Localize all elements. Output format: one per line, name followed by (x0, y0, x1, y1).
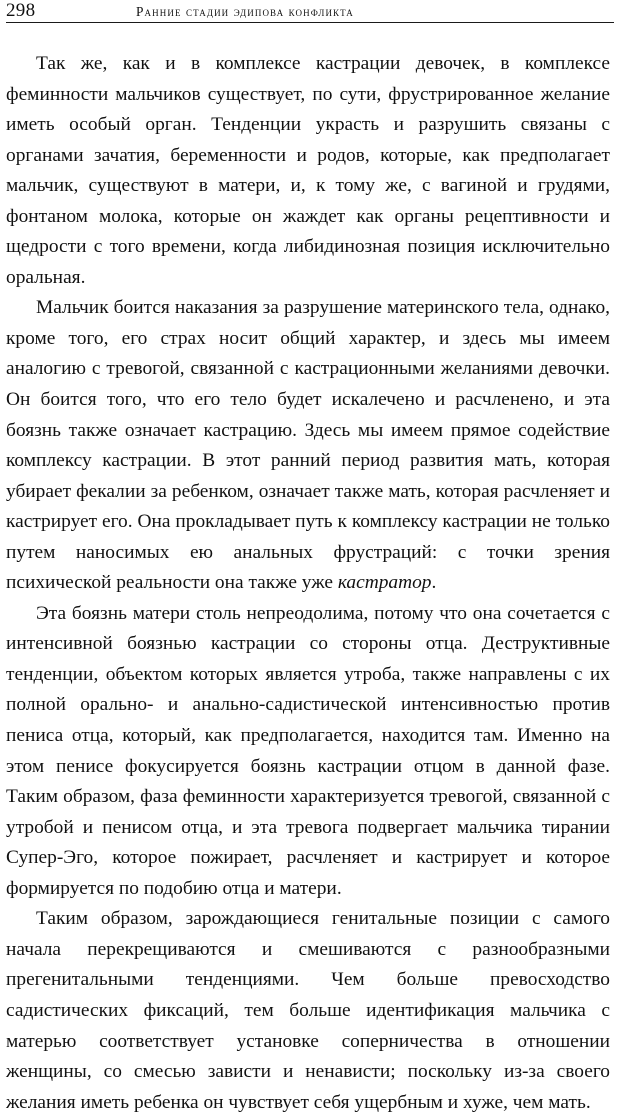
body-text (6, 49, 610, 1118)
paragraph-2-end: . (431, 572, 437, 594)
emphasis-term: кастратор (337, 572, 432, 594)
paragraph-2 (6, 293, 610, 598)
paragraph-4: Таким образом, зарождающиеся генитальные позиции с самого начала перекрещиваются и смешиваются с разнообразными прегенитальными тенденциями. Чем больше превосходство садистических фиксаций, тем больше идентификация мальчика с матерью соответствует установке соперничества в отношении женщины, со смесью зависти и ненависти; поскольку из-за своего желания иметь ребенка он чувствует себя ущербным и хуже, чем мать. (6, 908, 610, 1113)
page-number: 298 (6, 0, 36, 21)
paragraph-3: Эта боязнь матери столь непреодолима, потому что она сочетается с интенсивной боязнью кастрации со стороны отца. Деструктивные тенденции, объектом которых является утроба, также направлены с их полной орально- и анально-садистической интенсивностью против пениса отца, который, как предполагается, находится там. Именно на этом пенисе фокусируется боязнь кастрации отцом в данной фазе. Таким образом, фаза феминности характеризуется тревогой, связанной с утробой и пенисом отца, и эта тревога подвергает мальчика тирании Супер-Эго, которое пожирает, расчленяет и кастрирует и которое формируется по подобию отца и матери. (6, 602, 610, 899)
paragraph-1: Так же, как и в комплексе кастрации девочек, в комплексе феминности мальчиков существует, по сути, фрустрированное желание иметь особый орган. Тенденции украсть и разрушить связаны с органами зачатия, беременности и родов, которые, как предполагает мальчик, существуют в матери, и, к тому же, с вагиной и грудями, фонтаном молока, которые он жаждет как органы рецептивности и щедрости с того времени, когда либидинозная позиция исключительно оральная. (6, 53, 610, 288)
page-header (6, 0, 614, 23)
running-title: Ранние стадии эдипова конфликта (136, 4, 354, 19)
paragraph-2-text: Мальчик боится наказания за разрушение материнского тела, однако, кроме того, его страх носит общий характер, и здесь мы имеем аналогию с тревогой, связанной с кастрационными желаниями девочки. Он боится того, что его тело будет искалечено и расчленено, и эта боязнь также означает кастрацию. Здесь мы имеем прямое содействие комплексу кастрации. В этот ранний период развития мать, которая убирает фекалии за ребенком, означает также мать, которая расчленяет и кастрирует его. Она прокладывает путь к комплексу кастрации не только путем наносимых ею анальных фрустраций: с точки зрения психической реальности она также уже (6, 297, 610, 594)
